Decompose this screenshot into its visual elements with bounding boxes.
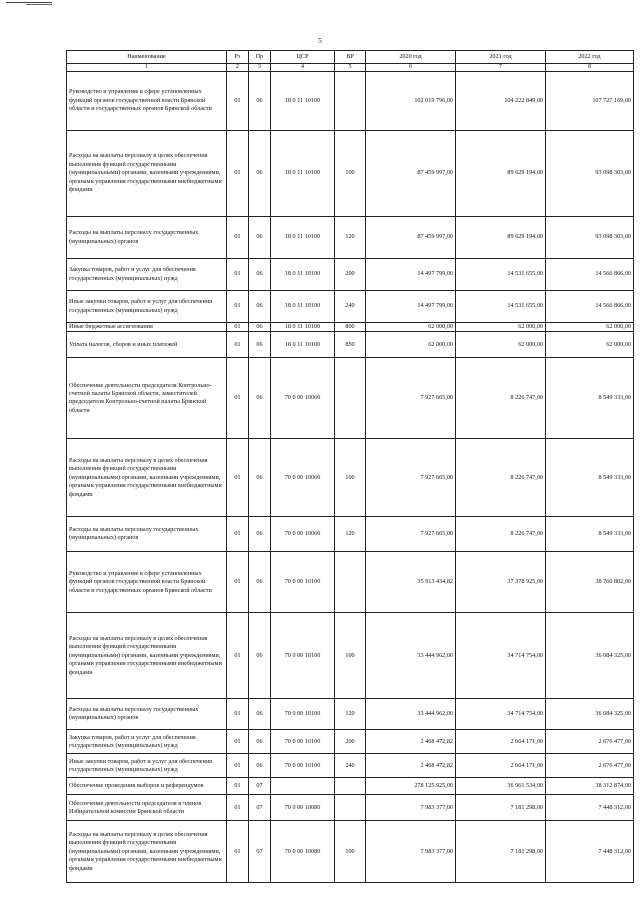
row-csr: 70 0 00 10100	[271, 730, 335, 754]
row-2022: 36 084 325,00	[546, 699, 634, 730]
row-csr: 70 0 00 10100	[271, 552, 335, 613]
row-2020: 35 913 434,82	[366, 552, 456, 613]
row-2021: 14 531 655,00	[456, 259, 546, 291]
row-vr: 100	[335, 821, 366, 883]
row-name: Руководство и управление в сфере установленных функций органов государственной власти Брянской области и государственных органов Брянской области	[67, 552, 227, 613]
index-7: 7	[456, 64, 546, 72]
row-vr: 120	[335, 217, 366, 259]
row-2022: 8 549 333,00	[546, 439, 634, 517]
table-row	[67, 358, 634, 439]
row-pr: 06	[249, 259, 271, 291]
row-2020: 87 459 997,00	[366, 131, 456, 217]
row-rz: 01	[227, 259, 249, 291]
row-name: Расходы на выплаты персоналу государственных (муниципальных) органов	[67, 699, 227, 730]
row-2021: 36 961 534,00	[456, 778, 546, 795]
row-vr	[335, 552, 366, 613]
table-row	[67, 439, 634, 517]
row-2021: 8 226 747,00	[456, 358, 546, 439]
row-2022: 2 676 477,00	[546, 730, 634, 754]
row-vr: 120	[335, 517, 366, 552]
scan-corner-mark	[6, 2, 52, 6]
table-row	[67, 754, 634, 778]
table-row	[67, 217, 634, 259]
row-pr: 06	[249, 517, 271, 552]
row-vr: 120	[335, 699, 366, 730]
row-2020: 278 125 925,00	[366, 778, 456, 795]
row-csr: 70 0 00 10060	[271, 517, 335, 552]
row-vr	[335, 795, 366, 821]
row-csr: 70 0 00 10080	[271, 795, 335, 821]
row-vr: 200	[335, 730, 366, 754]
row-name: Расходы на выплаты персоналу государственных (муниципальных) органов	[67, 217, 227, 259]
row-2022: 107 727 169,00	[546, 72, 634, 131]
row-2021: 34 714 754,00	[456, 699, 546, 730]
row-2021: 62 000,00	[456, 332, 546, 358]
table-row	[67, 517, 634, 552]
row-vr: 100	[335, 439, 366, 517]
row-name: Обеспечение деятельности председателя и членов Избирательной комиссии Брянской области	[67, 795, 227, 821]
row-pr: 06	[249, 358, 271, 439]
row-2021: 37 378 925,00	[456, 552, 546, 613]
row-2022: 14 566 866,00	[546, 259, 634, 291]
row-vr	[335, 778, 366, 795]
table-row	[67, 795, 634, 821]
index-5: 5	[335, 64, 366, 72]
row-rz: 01	[227, 795, 249, 821]
table-row	[67, 821, 634, 883]
row-2020: 7 983 377,00	[366, 795, 456, 821]
header-pr: Пр	[249, 51, 271, 64]
row-csr: 18 0 11 10100	[271, 131, 335, 217]
row-2021: 8 226 747,00	[456, 439, 546, 517]
row-rz: 01	[227, 131, 249, 217]
header-2020: 2020 год	[366, 51, 456, 64]
row-vr: 240	[335, 754, 366, 778]
row-vr: 240	[335, 291, 366, 323]
index-1: 1	[67, 64, 227, 72]
table-row	[67, 699, 634, 730]
row-2020: 33 444 962,00	[366, 613, 456, 699]
row-pr: 06	[249, 699, 271, 730]
row-csr	[271, 778, 335, 795]
row-vr: 100	[335, 613, 366, 699]
row-csr: 70 0 00 10060	[271, 439, 335, 517]
row-name: Расходы на выплаты персоналу государственных (муниципальных) органов	[67, 517, 227, 552]
row-name: Иные бюджетные ассигнования	[67, 323, 227, 332]
index-8: 8	[546, 64, 634, 72]
page-number: 5	[318, 37, 322, 45]
budget-table	[66, 50, 634, 883]
row-2020: 33 444 962,00	[366, 699, 456, 730]
row-2020: 7 927 665,00	[366, 517, 456, 552]
index-2: 2	[227, 64, 249, 72]
row-vr	[335, 358, 366, 439]
header-rz: Рз	[227, 51, 249, 64]
table-row	[67, 613, 634, 699]
row-2020: 2 468 472,82	[366, 754, 456, 778]
row-pr: 06	[249, 730, 271, 754]
row-vr: 100	[335, 131, 366, 217]
row-name: Обеспечение проведения выборов и референдумов	[67, 778, 227, 795]
row-name: Иные закупки товаров, работ и услуг для обеспечения государственных (муниципальных) нужд	[67, 291, 227, 323]
header-name: Наименование	[67, 51, 227, 64]
row-csr: 18 0 11 10100	[271, 259, 335, 291]
row-2021: 2 664 171,00	[456, 754, 546, 778]
row-csr: 18 0 11 10100	[271, 72, 335, 131]
row-rz: 01	[227, 72, 249, 131]
row-rz: 01	[227, 821, 249, 883]
column-index-row	[67, 64, 634, 72]
row-2022: 36 084 325,00	[546, 613, 634, 699]
row-2020: 14 497 799,00	[366, 259, 456, 291]
row-2020: 2 468 472,82	[366, 730, 456, 754]
row-2020: 7 927 665,00	[366, 439, 456, 517]
row-rz: 01	[227, 439, 249, 517]
row-csr: 70 0 00 10060	[271, 358, 335, 439]
row-2022: 93 098 303,00	[546, 217, 634, 259]
table-row	[67, 131, 634, 217]
row-2020: 62 000,00	[366, 332, 456, 358]
row-rz: 01	[227, 730, 249, 754]
row-name: Уплата налогов, сборов и иных платежей	[67, 332, 227, 358]
index-4: 4	[271, 64, 335, 72]
index-6: 6	[366, 64, 456, 72]
row-pr: 06	[249, 332, 271, 358]
row-pr: 06	[249, 131, 271, 217]
table-row	[67, 259, 634, 291]
row-pr: 06	[249, 217, 271, 259]
row-rz: 01	[227, 332, 249, 358]
row-csr: 70 0 00 10100	[271, 699, 335, 730]
table-row	[67, 730, 634, 754]
row-rz: 01	[227, 613, 249, 699]
row-csr: 70 0 00 10100	[271, 613, 335, 699]
row-vr	[335, 72, 366, 131]
row-name: Закупка товаров, работ и услуг для обеспечения государственных (муниципальных) нужд	[67, 730, 227, 754]
row-rz: 01	[227, 291, 249, 323]
table-row	[67, 72, 634, 131]
row-2022: 93 098 303,00	[546, 131, 634, 217]
row-2020: 14 497 799,00	[366, 291, 456, 323]
row-name: Расходы на выплаты персоналу в целях обеспечения выполнения функций государственными (муниципальными) органами, казенными учреждениями, органами управления государственными внебюджетными фондами	[67, 439, 227, 517]
row-2021: 89 629 194,00	[456, 217, 546, 259]
row-pr: 06	[249, 754, 271, 778]
row-pr: 07	[249, 821, 271, 883]
row-rz: 01	[227, 517, 249, 552]
row-2021: 8 226 747,00	[456, 517, 546, 552]
header-2022: 2022 год	[546, 51, 634, 64]
row-rz: 01	[227, 754, 249, 778]
row-2022: 2 676 477,00	[546, 754, 634, 778]
table-row	[67, 778, 634, 795]
row-name: Руководство и управление в сфере установленных функций органов государственной власти Брянской области и государственных органов Брянской области	[67, 72, 227, 131]
table-header-row	[67, 51, 634, 64]
row-2022: 62 000,00	[546, 332, 634, 358]
header-vr: ВР	[335, 51, 366, 64]
row-2021: 2 664 171,00	[456, 730, 546, 754]
row-pr: 06	[249, 72, 271, 131]
row-vr: 850	[335, 332, 366, 358]
row-csr: 18 0 11 10100	[271, 217, 335, 259]
row-2020: 87 459 997,00	[366, 217, 456, 259]
row-2022: 8 549 333,00	[546, 517, 634, 552]
row-csr: 70 0 00 10080	[271, 821, 335, 883]
row-pr: 07	[249, 795, 271, 821]
table-row	[67, 332, 634, 358]
row-pr: 06	[249, 323, 271, 332]
row-name: Иные закупки товаров, работ и услуг для обеспечения государственных (муниципальных) нужд	[67, 754, 227, 778]
row-pr: 06	[249, 439, 271, 517]
row-rz: 01	[227, 217, 249, 259]
row-pr: 06	[249, 613, 271, 699]
row-pr: 07	[249, 778, 271, 795]
table-row	[67, 291, 634, 323]
row-name: Расходы на выплаты персоналу в целях обеспечения выполнения функций государственными (муниципальными) органами, казенными учреждениями, органами управления государственными внебюджетными фондами	[67, 131, 227, 217]
row-vr: 200	[335, 259, 366, 291]
row-name: Обеспечение деятельности председателя Контрольно-счетной палаты Брянской области, заместителей председателя Контрольно-счетной палаты Брянской области	[67, 358, 227, 439]
row-rz: 01	[227, 552, 249, 613]
row-csr: 18 0 11 10100	[271, 332, 335, 358]
row-2020: 62 000,00	[366, 323, 456, 332]
row-rz: 01	[227, 778, 249, 795]
header-2021: 2021 год	[456, 51, 546, 64]
row-2021: 14 531 655,00	[456, 291, 546, 323]
index-3: 3	[249, 64, 271, 72]
row-pr: 06	[249, 552, 271, 613]
row-name: Расходы на выплаты персоналу в целях обеспечения выполнения функций государственными (муниципальными) органами, казенными учреждениями, органами управления государственными внебюджетными фондами	[67, 821, 227, 883]
row-2020: 7 983 377,00	[366, 821, 456, 883]
row-rz: 01	[227, 323, 249, 332]
row-2021: 7 181 298,00	[456, 795, 546, 821]
row-2021: 34 714 754,00	[456, 613, 546, 699]
row-2021: 7 181 298,00	[456, 821, 546, 883]
row-2022: 38 760 802,00	[546, 552, 634, 613]
row-2022: 62 000,00	[546, 323, 634, 332]
row-2021: 104 222 849,00	[456, 72, 546, 131]
row-name: Закупка товаров, работ и услуг для обеспечения государственных (муниципальных) нужд	[67, 259, 227, 291]
row-rz: 01	[227, 358, 249, 439]
row-2022: 38 312 874,00	[546, 778, 634, 795]
row-name: Расходы на выплаты персоналу в целях обеспечения выполнения функций государственными (муниципальными) органами, казенными учреждениями, органами управления государственными внебюджетными фондами	[67, 613, 227, 699]
row-2021: 62 000,00	[456, 323, 546, 332]
row-2022: 7 448 312,00	[546, 795, 634, 821]
row-csr: 18 0 11 10100	[271, 323, 335, 332]
row-csr: 18 0 11 10100	[271, 291, 335, 323]
header-csr: ЦСР	[271, 51, 335, 64]
row-pr: 06	[249, 291, 271, 323]
row-vr: 800	[335, 323, 366, 332]
row-2022: 7 448 312,00	[546, 821, 634, 883]
row-rz: 01	[227, 699, 249, 730]
row-2020: 102 019 796,00	[366, 72, 456, 131]
row-2020: 7 927 665,00	[366, 358, 456, 439]
table-row	[67, 323, 634, 332]
table-row	[67, 552, 634, 613]
row-csr: 70 0 00 10100	[271, 754, 335, 778]
row-2022: 14 566 866,00	[546, 291, 634, 323]
row-2022: 8 549 333,00	[546, 358, 634, 439]
row-2021: 89 629 194,00	[456, 131, 546, 217]
